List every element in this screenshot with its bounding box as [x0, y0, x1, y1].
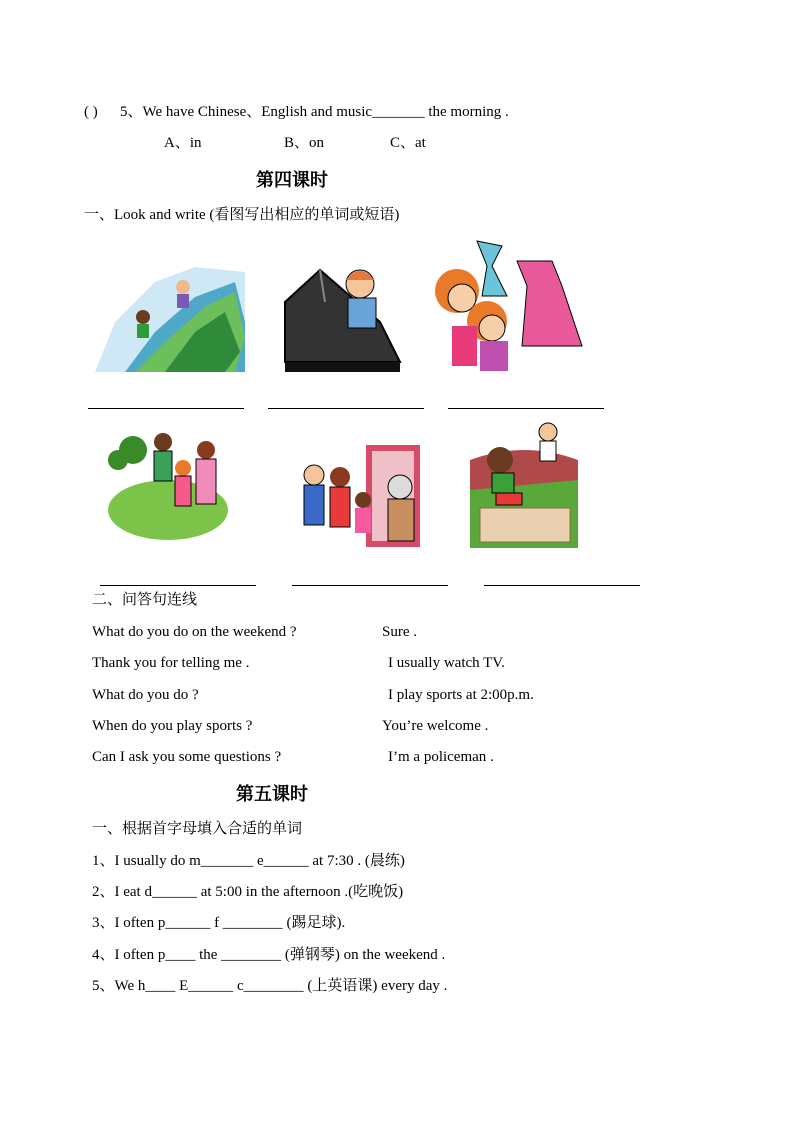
lesson4-title: 第四课时 [256, 170, 328, 190]
answer-line-2[interactable] [268, 408, 424, 409]
answer-1: Sure . [382, 624, 417, 640]
question-5-text: 5、We have Chinese、English and music_______ the morning . [120, 104, 509, 120]
question-4: When do you play sports ? [92, 718, 253, 734]
fill-item-2: 2、I eat d______ at 5:00 in the afternoon .(吃晚饭) [92, 884, 404, 900]
answer-2: I usually watch TV. [388, 655, 505, 671]
fill-item-3: 3、I often p______ f ________ (踢足球). [92, 915, 346, 931]
question-3: What do you do ? [92, 687, 199, 703]
fill-item-5: 5、We h____ E______ c________ (上英语课) every day . [92, 978, 448, 994]
family-visit-picture [298, 445, 420, 547]
answer-line-4[interactable] [100, 585, 256, 586]
fill-item-1: 1、I usually do m_______ e______ at 7:30 . (晨练) [92, 853, 405, 869]
answer-3: I play sports at 2:00p.m. [388, 687, 534, 703]
fill-item-4: 4、I often p____ the ________ (弹钢琴) on the weekend . [92, 947, 446, 963]
option-a: A、in [164, 135, 202, 151]
answer-line-3[interactable] [448, 408, 604, 409]
climbing-picture [95, 262, 245, 372]
long-jump-picture [470, 420, 578, 548]
answer-bracket: ( ) [84, 104, 98, 120]
answer-line-5[interactable] [292, 585, 448, 586]
answer-5: I’m a policeman . [388, 749, 494, 765]
look-and-write-heading: 一、Look and write (看图写出相应的单词或短语) [84, 207, 400, 223]
family-walking-picture [108, 430, 228, 540]
fill-in-heading: 一、根据首字母填入合适的单词 [92, 821, 303, 837]
option-b: B、on [284, 135, 325, 151]
piano-picture [280, 262, 405, 372]
question-1: What do you do on the weekend ? [92, 624, 297, 640]
answer-line-1[interactable] [88, 408, 244, 409]
answer-line-6[interactable] [484, 585, 640, 586]
lesson5-title: 第五课时 [236, 784, 308, 804]
dresses-picture [432, 236, 592, 372]
option-c: C、at [390, 135, 426, 151]
matching-heading: 二、问答句连线 [92, 592, 198, 608]
question-5: Can I ask you some questions ? [92, 749, 282, 765]
answer-4: You’re welcome . [382, 718, 489, 734]
question-2: Thank you for telling me . [92, 655, 250, 671]
